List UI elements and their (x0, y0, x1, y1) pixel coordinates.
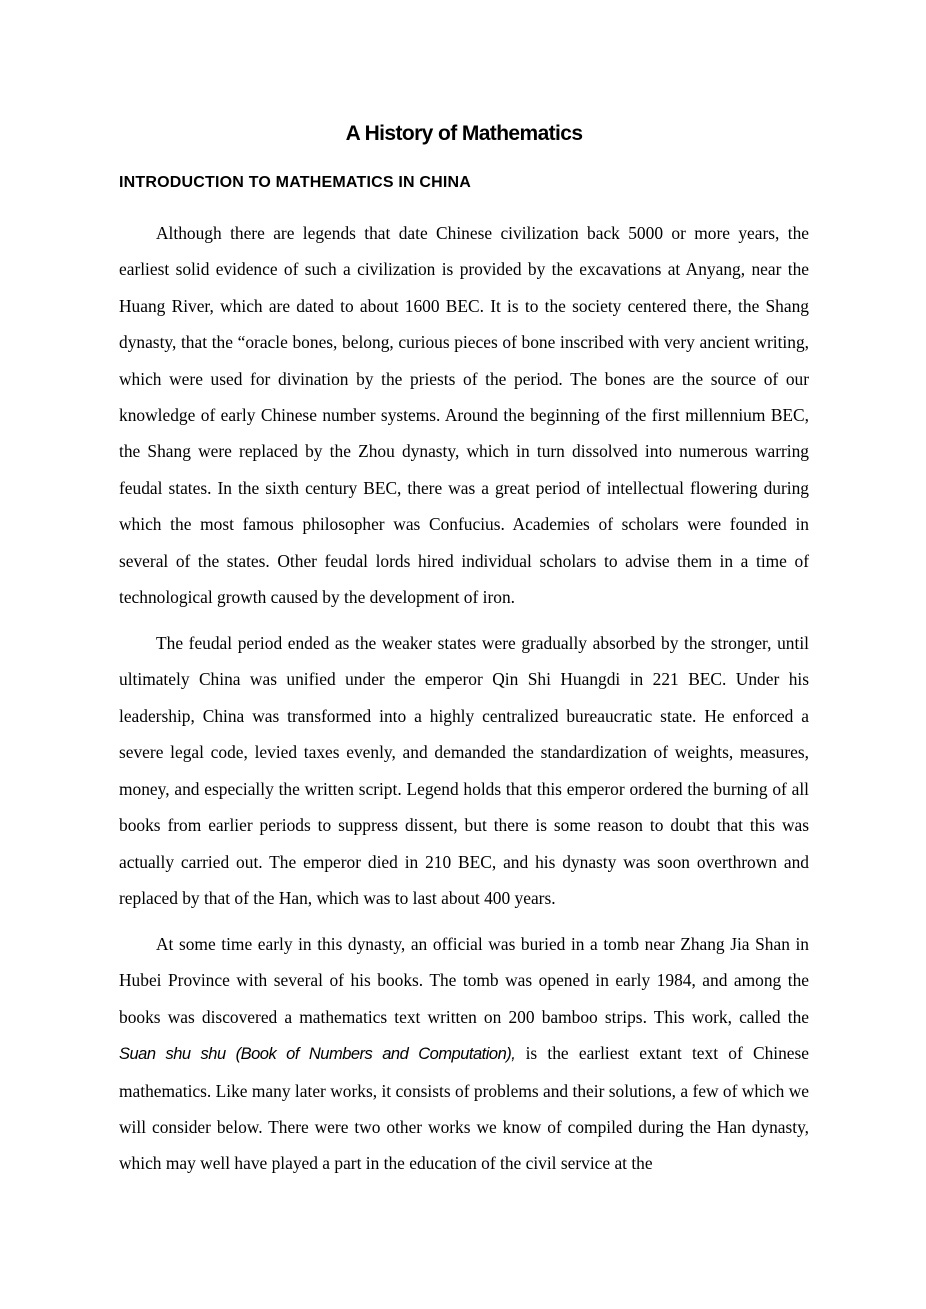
section-heading: INTRODUCTION TO MATHEMATICS IN CHINA (119, 174, 472, 191)
document-title: A History of Mathematics (345, 122, 583, 145)
paragraph-2: The feudal period ended as the weaker states were gradually absorbed by the stronger, until ultimately China was unified under the emperor Qin Shi Huangdi in 221 BEC. Under his leadership, China was transformed into a highly centralized bureaucratic state. He enforced a severe legal code, levied taxes evenly, and demanded the standardization of weights, measures, money, and especially the written script. Legend holds that this emperor ordered the burning of all books from earlier periods to suppress dissent, but there is some reason to doubt that this was actually carried out. The emperor died in 210 BEC, and his dynasty was soon overthrown and replaced by that of the Han, which was to last about 400 years. (119, 633, 809, 908)
paragraph-3-text-before: At some time early in this dynasty, an official was buried in a tomb near Zhang Jia Shan in Hubei Province with several of his books. The tomb was opened in early 1984, and among the books was discovered a mathematics text written on 200 bamboo strips. This work, called the (119, 933, 809, 1027)
paragraph-3 (119, 926, 809, 1182)
body-text (119, 215, 809, 1191)
paragraph-1: Although there are legends that date Chinese civilization back 5000 or more years, the earliest solid evidence of such a civilization is provided by the excavations at Anyang, near the Huang River, which are dated to about 1600 BEC. It is to the society centered there, the Shang dynasty, that the “oracle bones, belong, curious pieces of bone inscribed with very ancient writing, which were used for divination by the priests of the period. The bones are the source of our knowledge of early Chinese number systems. Around the beginning of the first millennium BEC, the Shang were replaced by the Zhou dynasty, which in turn dissolved into numerous warring feudal states. In the sixth century BEC, there was a great period of intellectual flowering during which the most famous philosopher was Confucius. Academies of scholars were founded in several of the states. Other feudal lords hired individual scholars to advise them in a time of technological growth caused by the development of iron. (119, 223, 809, 608)
book-title-italic: Suan shu shu (Book of Numbers and Computation), (119, 1045, 516, 1064)
paragraph-3-text-after: is the earliest extant text of Chinese mathematics. Like many later works, it consists of problems and their solutions, a few of which we will consider below. There were two other works we know of compiled during the Han dynasty, which may well have played a part in the education of the civil service at the (119, 1043, 809, 1174)
